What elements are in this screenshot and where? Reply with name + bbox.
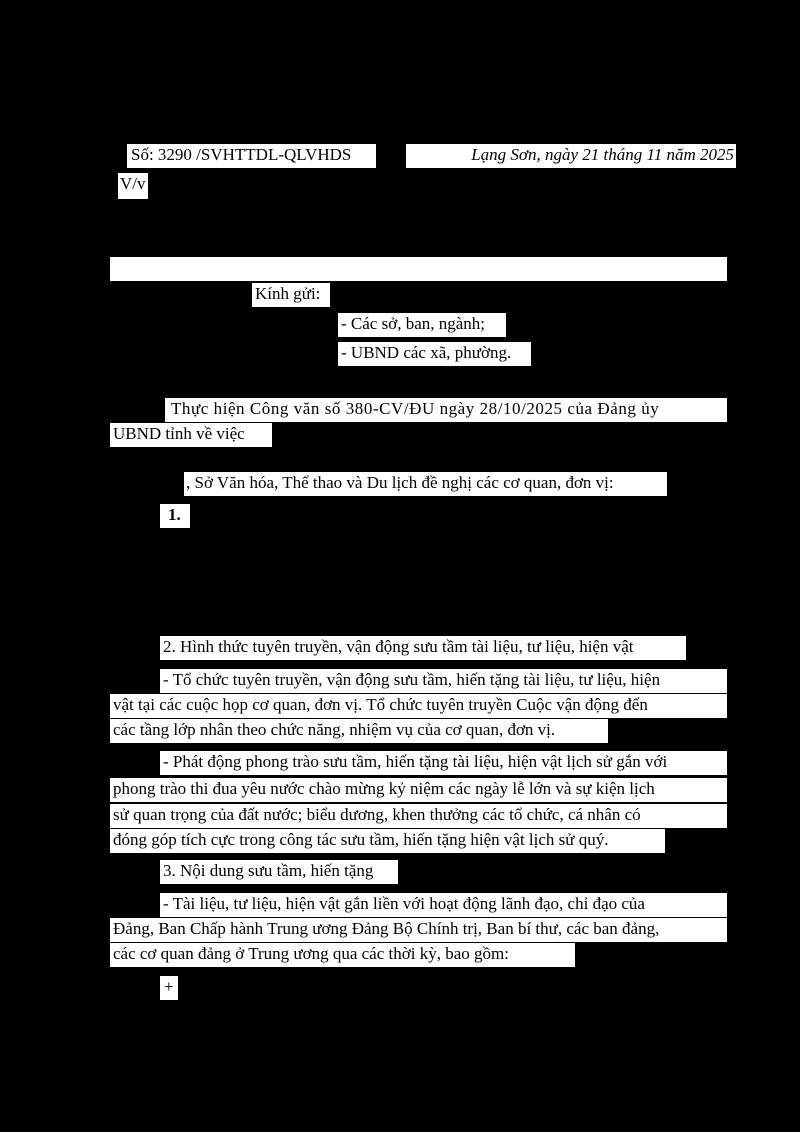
redacted-band xyxy=(110,257,727,281)
location-date: Lạng Sơn, ngày 21 tháng 11 năm 2025 xyxy=(406,144,736,168)
intro-line-1 xyxy=(165,398,727,422)
para-2a-line: vật tại các cuộc họp cơ quan, đơn vị. Tổ chức tuyên truyền Cuộc vận động đến xyxy=(110,694,727,718)
intro-line-3: , Sở Văn hóa, Thể thao và Du lịch đề nghị các cơ quan, đơn vị: xyxy=(184,472,667,496)
para-2b-line: đóng góp tích cực trong công tác sưu tầm, hiến tặng hiện vật lịch sử quý. xyxy=(110,829,665,853)
intro-line-1-text: Thực hiện Công văn số 380-CV/ĐU ngày 28/10/2025 của Đảng ủy xyxy=(171,399,660,418)
bullet-plus: + xyxy=(160,976,178,1000)
section-3-title: 3. Nội dung sưu tầm, hiến tặng xyxy=(160,860,398,884)
para-3-line: - Tài liệu, tư liệu, hiện vật gắn liền với hoạt động lãnh đạo, chỉ đạo của xyxy=(160,893,727,917)
para-2b-line: sử quan trọng của đất nước; biểu dương, khen thưởng các tổ chức, cá nhân có xyxy=(110,804,727,828)
para-2b-line: - Phát động phong trào sưu tầm, hiến tặng tài liệu, hiện vật lịch sử gắn với xyxy=(160,751,727,775)
recipient-item: - UBND các xã, phường. xyxy=(338,342,531,366)
para-2a-line: các tầng lớp nhân theo chức năng, nhiệm vụ của cơ quan, đơn vị. xyxy=(110,719,608,743)
greeting-label: Kính gửi: xyxy=(252,283,330,307)
para-3-line: các cơ quan đảng ở Trung ương qua các thời kỳ, bao gồm: xyxy=(110,943,575,967)
recipient-item: - Các sở, ban, ngành; xyxy=(338,313,506,337)
document-number: Số: 3290 /SVHTTDL-QLVHDS xyxy=(127,144,376,168)
intro-line-2: UBND tỉnh về việc xyxy=(110,423,272,447)
section-1-number: 1. xyxy=(160,504,190,528)
para-3-line: Đảng, Ban Chấp hành Trung ương Đảng Bộ Chính trị, Ban bí thư, các ban đảng, xyxy=(110,918,727,942)
para-2b-line: phong trào thi đua yêu nước chào mừng kỷ niệm các ngày lễ lớn và sự kiện lịch xyxy=(110,778,727,802)
section-2-title xyxy=(160,636,686,660)
para-2a-line: - Tổ chức tuyên truyền, vận động sưu tầm, hiến tặng tài liệu, tư liệu, hiện xyxy=(160,669,727,693)
subject-prefix: V/v xyxy=(118,173,148,199)
section-2-heading: 2. Hình thức tuyên truyền, vận động sưu tầm tài liệu, tư liệu, hiện vật xyxy=(163,637,634,656)
